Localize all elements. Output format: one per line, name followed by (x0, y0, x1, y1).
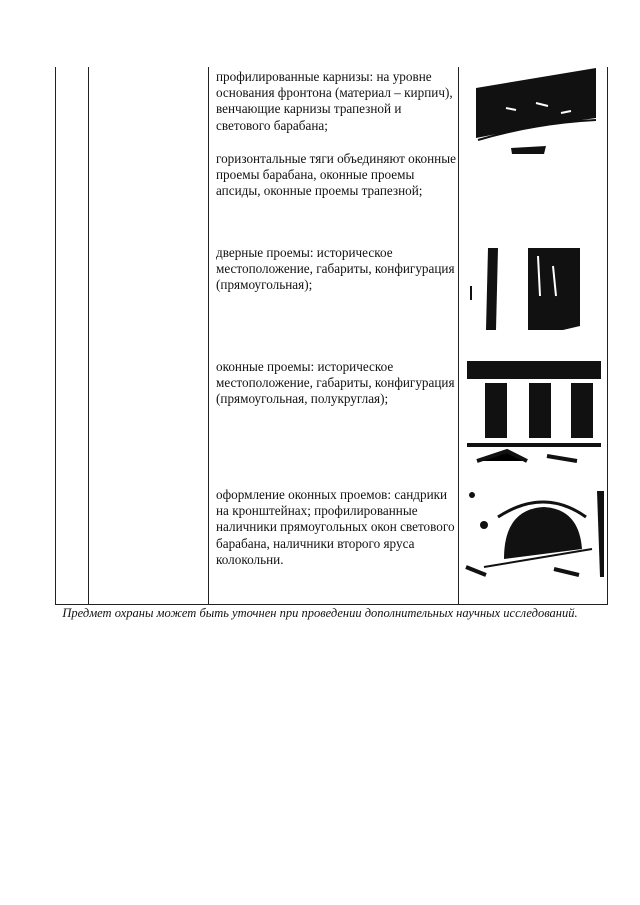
row-text-cornices: профилированные карнизы: на уровне основания фронтона (материал – кирпич), венчающие карнизы трапезной и светового барабана; (216, 69, 453, 133)
column-divider (458, 67, 459, 604)
window-frame-photo (464, 487, 606, 579)
row-text-door-openings: дверные проемы: историческое местоположение, габариты, конфигурация (прямоугольная); (216, 245, 455, 293)
row-text-window-openings: оконные проемы: историческое местоположение, габариты, конфигурация (прямоугольная, полукруглая); (216, 359, 455, 407)
window-photo (467, 361, 601, 463)
column-divider (88, 67, 89, 604)
row-text-horizontal-rods: горизонтальные тяги объединяют оконные проемы барабана, оконные проемы апсиды, оконные проемы трапезной; (216, 151, 456, 199)
column-divider (208, 67, 209, 604)
door-photo (468, 246, 586, 332)
cornice-photo (466, 68, 602, 156)
footnote: Предмет охраны может быть уточнен при проведении дополнительных научных исследований. (62, 606, 578, 620)
row-text-window-decoration: оформление оконных проемов: сандрики на кронштейнах; профилированные наличники прямоугольных окон светового барабана, наличники второго яруса колокольни. (216, 487, 455, 567)
